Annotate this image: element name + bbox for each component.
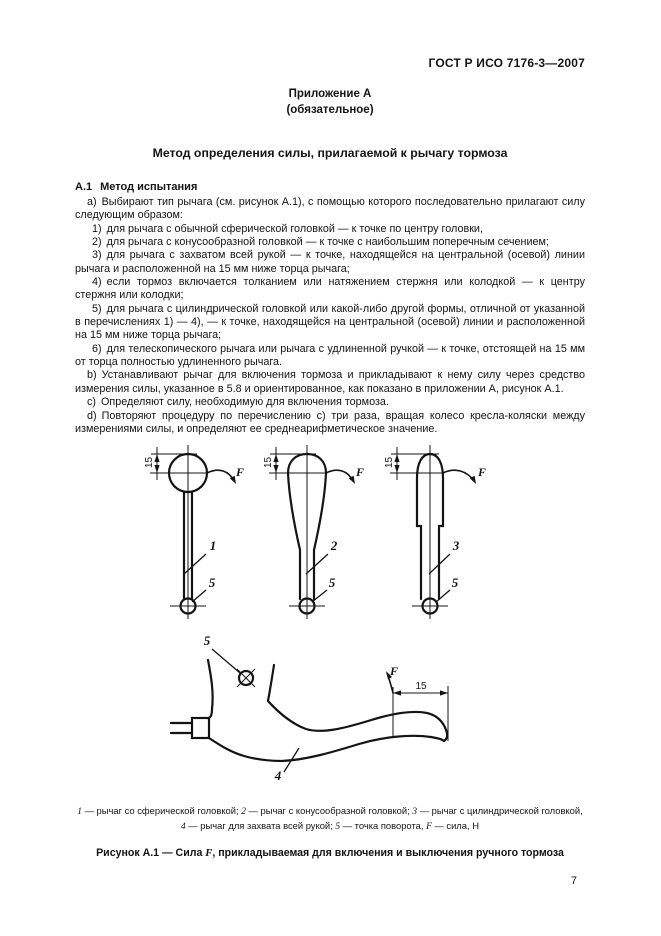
lever3-cylindrical-drawing — [384, 445, 486, 619]
legend-key: 4 — [181, 822, 186, 833]
body-text — [75, 196, 585, 436]
section-heading — [75, 181, 585, 193]
force-f-label: F — [477, 465, 487, 480]
paragraph-b: b) Устанавливают рычаг для включения тормоза и прикладывают к нему силу через средство измерения силы, указанное в 5.8 и ориентированное, как показано в приложении А, рисунок А.1. — [75, 369, 585, 395]
appendix-title: Приложение А — [288, 88, 372, 100]
force-f-label: F — [355, 465, 365, 480]
list-label: 5) — [92, 302, 102, 315]
figure-a1-drawing — [0, 438, 661, 798]
figure-caption-suffix: , прикладываемая для включения и выключения ручного тормоза — [212, 847, 564, 860]
paragraph-1: 1) для рычага с обычной сферической головкой — к точке по центру головки, — [92, 222, 483, 235]
list-label: 1) — [92, 222, 102, 235]
legend-key: 3 — [412, 807, 418, 818]
paragraph-d: d) Повторяют процедуру по перечислению c) три раза, вращая колесо кресла-коляски между измерениями силы, и определяют ее среднеарифметическое значение. — [75, 409, 585, 435]
part-label-5: 5 — [203, 633, 211, 649]
list-label: d) — [87, 409, 97, 422]
part-label-1: 1 — [209, 538, 217, 554]
list-label: b) — [87, 369, 97, 382]
lever4-handgrip-drawing — [171, 633, 448, 783]
section-number: А.1 — [75, 181, 93, 193]
doc-number: ГОСТ Р ИСО 7176-3—2007 — [428, 56, 585, 70]
figure-caption-f: F — [205, 848, 213, 860]
dim-15-label: 15 — [415, 681, 427, 693]
part-label-3: 3 — [452, 538, 460, 554]
appendix-subtitle: (обязательное) — [286, 104, 374, 116]
list-label: c) — [87, 396, 96, 409]
list-label: 6) — [92, 342, 102, 355]
legend-key: 2 — [241, 807, 246, 818]
page-number: 7 — [570, 875, 577, 888]
figure-caption-prefix: Рисунок А.1 — Сила — [96, 847, 206, 860]
lever1-spherical-drawing — [144, 445, 244, 619]
force-f-label: F — [390, 664, 399, 679]
part-label-5: 5 — [451, 575, 459, 591]
doc-header — [75, 56, 585, 70]
dim-15-label: 15 — [384, 457, 395, 469]
paragraph-6: 6) для телескопического рычага или рычага с удлиненной ручкой — к точке, отстоящей на 15 мм от торца полностью удлиненного рычага. — [75, 342, 585, 369]
force-f-label: F — [235, 465, 245, 480]
figure-caption — [75, 847, 585, 859]
part-label-4: 4 — [274, 768, 282, 784]
figure-legend — [75, 804, 585, 834]
part-label-2: 2 — [330, 538, 338, 554]
list-label: 4) — [92, 276, 102, 289]
list-label: 3) — [92, 249, 102, 262]
legend-key: 5 — [335, 822, 341, 833]
dim-15-label: 15 — [144, 457, 155, 469]
paragraph-2: 2) для рычага с конусообразной головкой — к точке с наибольшим поперечным сечением; — [92, 236, 549, 249]
appendix-heading — [75, 86, 585, 118]
list-label: 2) — [92, 236, 102, 249]
legend-key: F — [426, 822, 432, 833]
paragraph-5: 5) для рычага с цилиндрической головкой или какой-либо другой формы, отличной от указанной в перечислениях 1) — 4), — к точке, находящейся на центральной (осевой) линии и расположенной на 15 мм ниже торца рычага; — [75, 302, 585, 342]
paragraph-3: 3) для рычага с захватом всей рукой — к точке, находящейся на центральной (осевой) линии рычага и расположенной на 15 мм ниже торца рычага; — [75, 249, 585, 275]
legend-key: 1 — [77, 807, 82, 818]
part-label-5: 5 — [208, 575, 216, 591]
dim-15-label: 15 — [263, 457, 274, 469]
figure-a1 — [75, 438, 585, 859]
list-label: a) — [87, 196, 97, 208]
part-label-5: 5 — [328, 575, 336, 591]
section-title: Метод испытания — [100, 181, 198, 193]
legend-line-2: 4 — рычаг для захвата всей рукой; 5 — точка поворота, F — сила, Н — [181, 820, 479, 833]
lever2-conical-drawing — [263, 445, 364, 619]
legend-line-1: 1 — рычаг со сферической головкой; 2 — рычаг с конусообразной головкой; 3 — рычаг с цилиндрической головкой, — [77, 805, 583, 818]
paragraph-a: a) Выбирают тип рычага (см. рисунок А.1), с помощью которого последовательно прилагают силу следующим образом: — [75, 196, 585, 222]
page-title: Метод определения силы, прилагаемой к рычагу тормоза — [152, 146, 508, 160]
paragraph-c: c) Определяют силу, необходимую для включения тормоза. — [87, 396, 389, 409]
paragraph-4: 4) если тормоз включается толканием или натяжением стержня или колодкой — к центру стержня или колодки; — [75, 276, 585, 302]
